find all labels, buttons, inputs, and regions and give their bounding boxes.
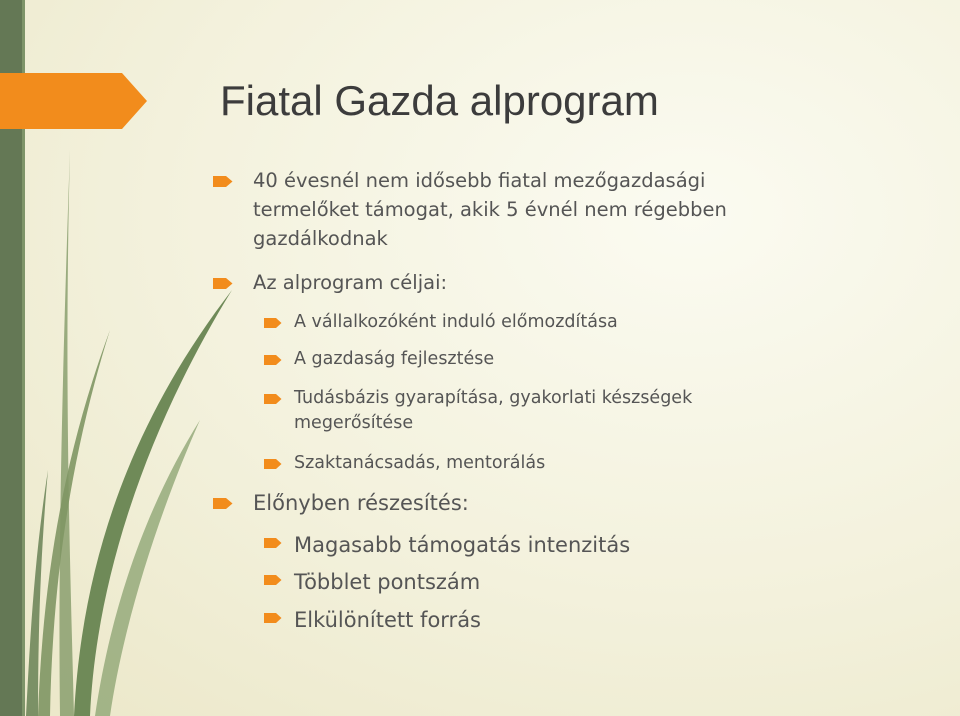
bullet-text: Tudásbázis gyarapítása, gyakorlati készségek megerősítése	[294, 388, 693, 433]
arrow-right-icon	[264, 538, 282, 548]
bullet-item	[264, 310, 804, 335]
bullet-item	[264, 567, 804, 597]
bullet-text: Magasabb támogatás intenzitás	[294, 533, 631, 557]
bullet-item	[213, 488, 813, 518]
bullet-item	[264, 530, 804, 560]
bullet-item	[264, 451, 804, 476]
arrow-right-icon	[264, 318, 282, 328]
arrow-right-icon	[264, 459, 282, 469]
bullet-text: Elkülönített forrás	[294, 608, 482, 632]
bullet-item	[213, 166, 813, 253]
bullet-text: A gazdaság fejlesztése	[294, 349, 495, 369]
arrow-right-icon	[213, 176, 233, 187]
bullet-text: Szaktanácsadás, mentorálás	[294, 453, 546, 473]
bullet-text: Előnyben részesítés:	[253, 491, 469, 515]
bullet-item	[213, 268, 813, 297]
arrow-right-icon	[264, 575, 282, 585]
bullet-item	[264, 347, 804, 372]
bullet-text: 40 évesnél nem idősebb fiatal mezőgazdasági termelőket támogat, akik 5 évnél nem régebben gazdálkodnak	[253, 169, 727, 250]
arrow-right-icon	[213, 278, 233, 289]
bullet-text: A vállalkozóként induló előmozdítása	[294, 312, 618, 332]
bullet-item	[264, 386, 804, 436]
bullet-text: Többlet pontszám	[294, 570, 481, 594]
bullet-item	[264, 605, 804, 635]
title-accent-flag	[0, 73, 150, 129]
bullet-text: Az alprogram céljai:	[253, 271, 448, 294]
arrow-right-icon	[264, 394, 282, 404]
arrow-right-icon	[264, 355, 282, 365]
arrow-right-icon	[213, 498, 233, 509]
slide-title: Fiatal Gazda alprogram	[220, 77, 659, 124]
arrow-right-icon	[264, 613, 282, 623]
